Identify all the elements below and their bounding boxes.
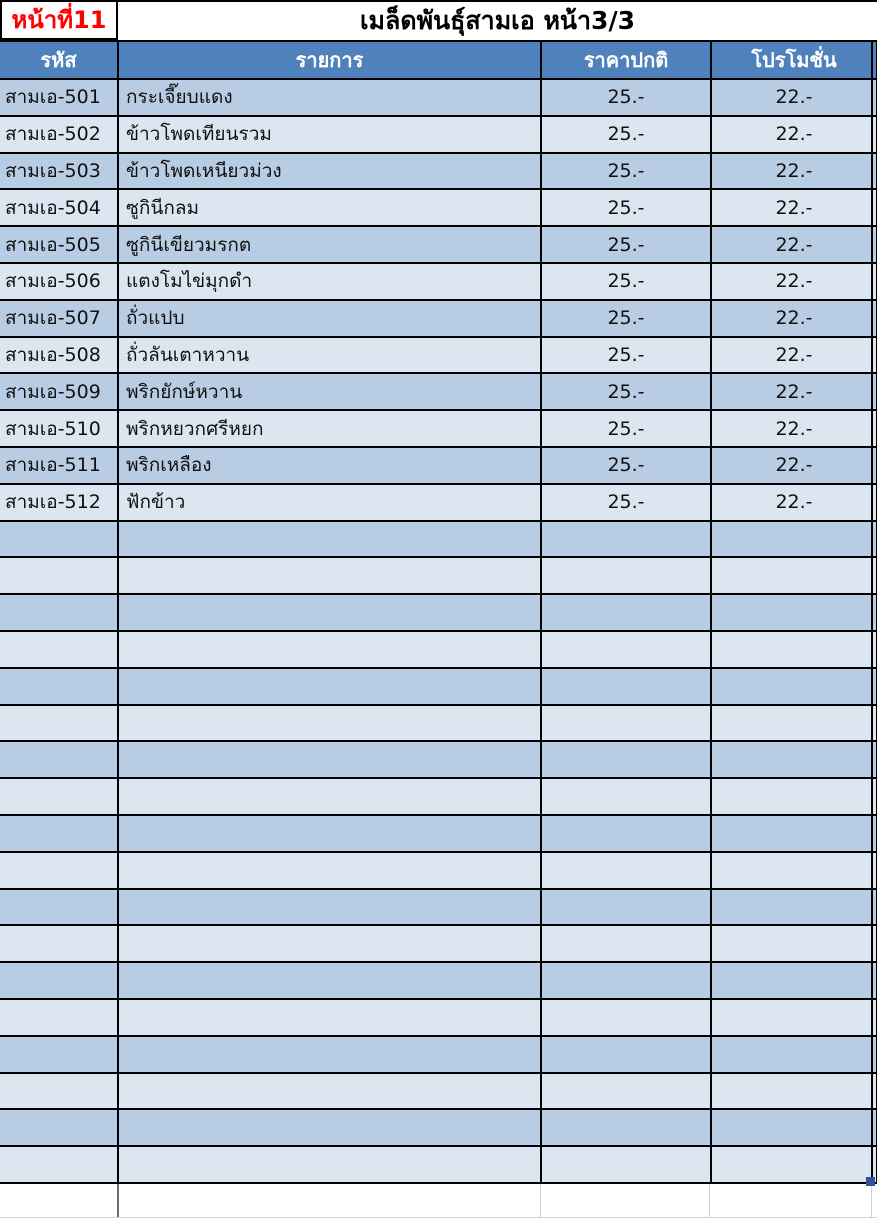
cell-name[interactable] [118,815,541,852]
cell-name[interactable]: ถั่วลันเตาหวาน [118,337,541,374]
cell-name[interactable]: พริกยักษ์หวาน [118,373,541,410]
cell-code[interactable] [0,631,118,668]
cell-price[interactable]: 25.- [541,153,711,190]
cell-name[interactable] [118,741,541,778]
cell-name[interactable] [118,1036,541,1073]
cell-promo[interactable] [711,925,877,962]
empty-table-row [0,1073,877,1110]
cell-price[interactable]: 25.- [541,79,711,116]
cell-price[interactable] [541,1036,711,1073]
table-row [0,79,877,116]
cell-code[interactable] [0,852,118,889]
cell-name[interactable]: พริกเหลือง [118,447,541,484]
cell-code[interactable]: สามเอ-504 [0,189,118,226]
cell-name[interactable] [118,557,541,594]
cell-price[interactable]: 25.- [541,373,711,410]
cell-promo[interactable] [711,1073,877,1110]
cell-code[interactable]: สามเอ-503 [0,153,118,190]
cell-code[interactable] [0,741,118,778]
header-row [0,41,877,79]
cell-name[interactable] [118,668,541,705]
cell-price[interactable] [541,1146,711,1183]
cell-promo[interactable]: 22.- [711,116,877,153]
cell-price[interactable] [541,1073,711,1110]
cell-code[interactable] [0,815,118,852]
cell-code[interactable] [0,889,118,926]
cell-price[interactable] [541,962,711,999]
cell-name[interactable] [118,889,541,926]
cell-name[interactable] [118,852,541,889]
cell-name[interactable]: แตงโมไข่มุกดำ [118,263,541,300]
empty-table-row [0,1146,877,1183]
cell-promo[interactable]: 22.- [711,410,877,447]
table-row [0,373,877,410]
empty-table-row [0,962,877,999]
cell-price[interactable]: 25.- [541,116,711,153]
cell-code[interactable]: สามเอ-510 [0,410,118,447]
empty-table-row [0,557,877,594]
table-right-border [871,40,873,1186]
cell-promo[interactable] [711,1036,877,1073]
cell-name[interactable]: ซูกินีกลม [118,189,541,226]
cell-code[interactable] [0,925,118,962]
cell-promo[interactable] [711,741,877,778]
empty-table-row [0,852,877,889]
cell-promo[interactable] [711,521,877,558]
cell-price[interactable] [541,705,711,742]
cell-price[interactable] [541,668,711,705]
cell-code[interactable] [0,1073,118,1110]
cell-price[interactable] [541,631,711,668]
empty-table-row [0,631,877,668]
table-row [0,410,877,447]
cell-promo[interactable]: 22.- [711,189,877,226]
cell-price[interactable] [541,852,711,889]
table-row [0,263,877,300]
cell-code[interactable]: สามเอ-508 [0,337,118,374]
cell-promo[interactable] [711,999,877,1036]
table-row [0,153,877,190]
page-label-cell[interactable] [0,2,118,40]
cell-price[interactable] [541,889,711,926]
cell-name[interactable] [118,1109,541,1146]
cell-price[interactable] [541,521,711,558]
cell-name[interactable]: พริกหยวกศรีหยก [118,410,541,447]
table-row [0,484,877,521]
sheet-title: เมล็ดพันธุ์สามเอ หน้า3/3 [360,5,635,35]
cell-promo[interactable] [711,668,877,705]
cell-price[interactable] [541,594,711,631]
column-header-name[interactable]: รายการ [118,41,541,79]
empty-table-row [0,705,877,742]
cell-promo[interactable]: 22.- [711,484,877,521]
empty-table-row [0,1109,877,1146]
cell-name[interactable]: ข้าวโพดเหนียวม่วง [118,153,541,190]
cell-name[interactable] [118,1073,541,1110]
empty-table-row [0,889,877,926]
cell-promo[interactable] [711,705,877,742]
cell-price[interactable] [541,741,711,778]
cell-code[interactable] [0,705,118,742]
empty-table-row [0,594,877,631]
gridline-vertical [871,1184,872,1217]
cell-code[interactable] [0,668,118,705]
cell-name[interactable] [118,631,541,668]
cell-promo[interactable]: 22.- [711,300,877,337]
cell-promo[interactable] [711,852,877,889]
cell-price[interactable] [541,557,711,594]
cell-name[interactable]: ฟักข้าว [118,484,541,521]
column-header-price[interactable]: ราคาปกติ [541,41,711,79]
cell-promo[interactable] [711,557,877,594]
cell-price[interactable]: 25.- [541,226,711,263]
cell-price[interactable]: 25.- [541,484,711,521]
cell-code[interactable]: สามเอ-505 [0,226,118,263]
table-row [0,337,877,374]
cell-code[interactable]: สามเอ-502 [0,116,118,153]
cell-code[interactable]: สามเอ-509 [0,373,118,410]
cell-price[interactable] [541,999,711,1036]
cell-code[interactable] [0,1109,118,1146]
cell-code[interactable] [0,778,118,815]
price-table-body [0,79,877,1183]
cell-price[interactable]: 25.- [541,337,711,374]
cell-promo[interactable] [711,889,877,926]
cell-code[interactable] [0,521,118,558]
cell-name[interactable]: ถั่วแปบ [118,300,541,337]
table-row [0,447,877,484]
table-row [0,300,877,337]
column-header-code[interactable]: รหัส [0,41,118,79]
cell-name[interactable] [118,925,541,962]
cell-price[interactable]: 25.- [541,300,711,337]
cell-code[interactable] [0,1146,118,1183]
cell-code[interactable]: สามเอ-506 [0,263,118,300]
cell-price[interactable] [541,925,711,962]
title-row [0,0,877,40]
cell-name[interactable] [118,778,541,815]
table-row [0,189,877,226]
empty-table-row [0,999,877,1036]
cell-price[interactable]: 25.- [541,263,711,300]
cell-promo[interactable]: 22.- [711,447,877,484]
cell-code[interactable] [0,1036,118,1073]
cell-code[interactable]: สามเอ-501 [0,79,118,116]
cell-code[interactable] [0,557,118,594]
cell-promo[interactable] [711,631,877,668]
table-row [0,226,877,263]
cell-promo[interactable] [711,962,877,999]
cell-promo[interactable]: 22.- [711,263,877,300]
cell-promo[interactable] [711,1109,877,1146]
cell-promo[interactable]: 22.- [711,153,877,190]
cell-code[interactable] [0,962,118,999]
page-label: หน้าที่11 [11,6,107,34]
cell-price[interactable] [541,815,711,852]
cell-promo[interactable] [711,778,877,815]
empty-table-row [0,521,877,558]
cell-promo[interactable]: 22.- [711,337,877,374]
gridline-vertical [117,1184,119,1217]
cell-name[interactable] [118,999,541,1036]
cell-name[interactable]: ข้าวโพดเทียนรวม [118,116,541,153]
table-row [0,116,877,153]
cell-name[interactable]: ซูกินีเขียวมรกต [118,226,541,263]
cell-promo[interactable]: 22.- [711,373,877,410]
empty-table-row [0,741,877,778]
gridline-vertical [709,1184,710,1217]
cell-code[interactable] [0,999,118,1036]
cell-code[interactable]: สามเอ-512 [0,484,118,521]
empty-sheet-row[interactable] [0,1184,877,1218]
cell-price[interactable]: 25.- [541,410,711,447]
cell-name[interactable] [118,962,541,999]
cell-name[interactable] [118,1146,541,1183]
cell-name[interactable] [118,521,541,558]
cell-code[interactable]: สามเอ-507 [0,300,118,337]
cell-promo[interactable]: 22.- [711,79,877,116]
price-table [0,40,877,1184]
cell-price[interactable]: 25.- [541,189,711,226]
cell-promo[interactable]: 22.- [711,226,877,263]
cell-name[interactable] [118,705,541,742]
cell-code[interactable]: สามเอ-511 [0,447,118,484]
column-header-promo[interactable]: โปรโมชั่น [711,41,877,79]
cell-promo[interactable] [711,1146,877,1183]
empty-table-row [0,1036,877,1073]
cell-name[interactable]: กระเจี๊ยบแดง [118,79,541,116]
empty-table-row [0,815,877,852]
cell-price[interactable] [541,1109,711,1146]
cell-name[interactable] [118,594,541,631]
selection-fill-handle[interactable] [866,1177,875,1186]
gridline-vertical [540,1184,541,1217]
cell-promo[interactable] [711,594,877,631]
cell-code[interactable] [0,594,118,631]
cell-promo[interactable] [711,815,877,852]
empty-table-row [0,925,877,962]
cell-price[interactable]: 25.- [541,447,711,484]
empty-table-row [0,668,877,705]
empty-table-row [0,778,877,815]
cell-price[interactable] [541,778,711,815]
